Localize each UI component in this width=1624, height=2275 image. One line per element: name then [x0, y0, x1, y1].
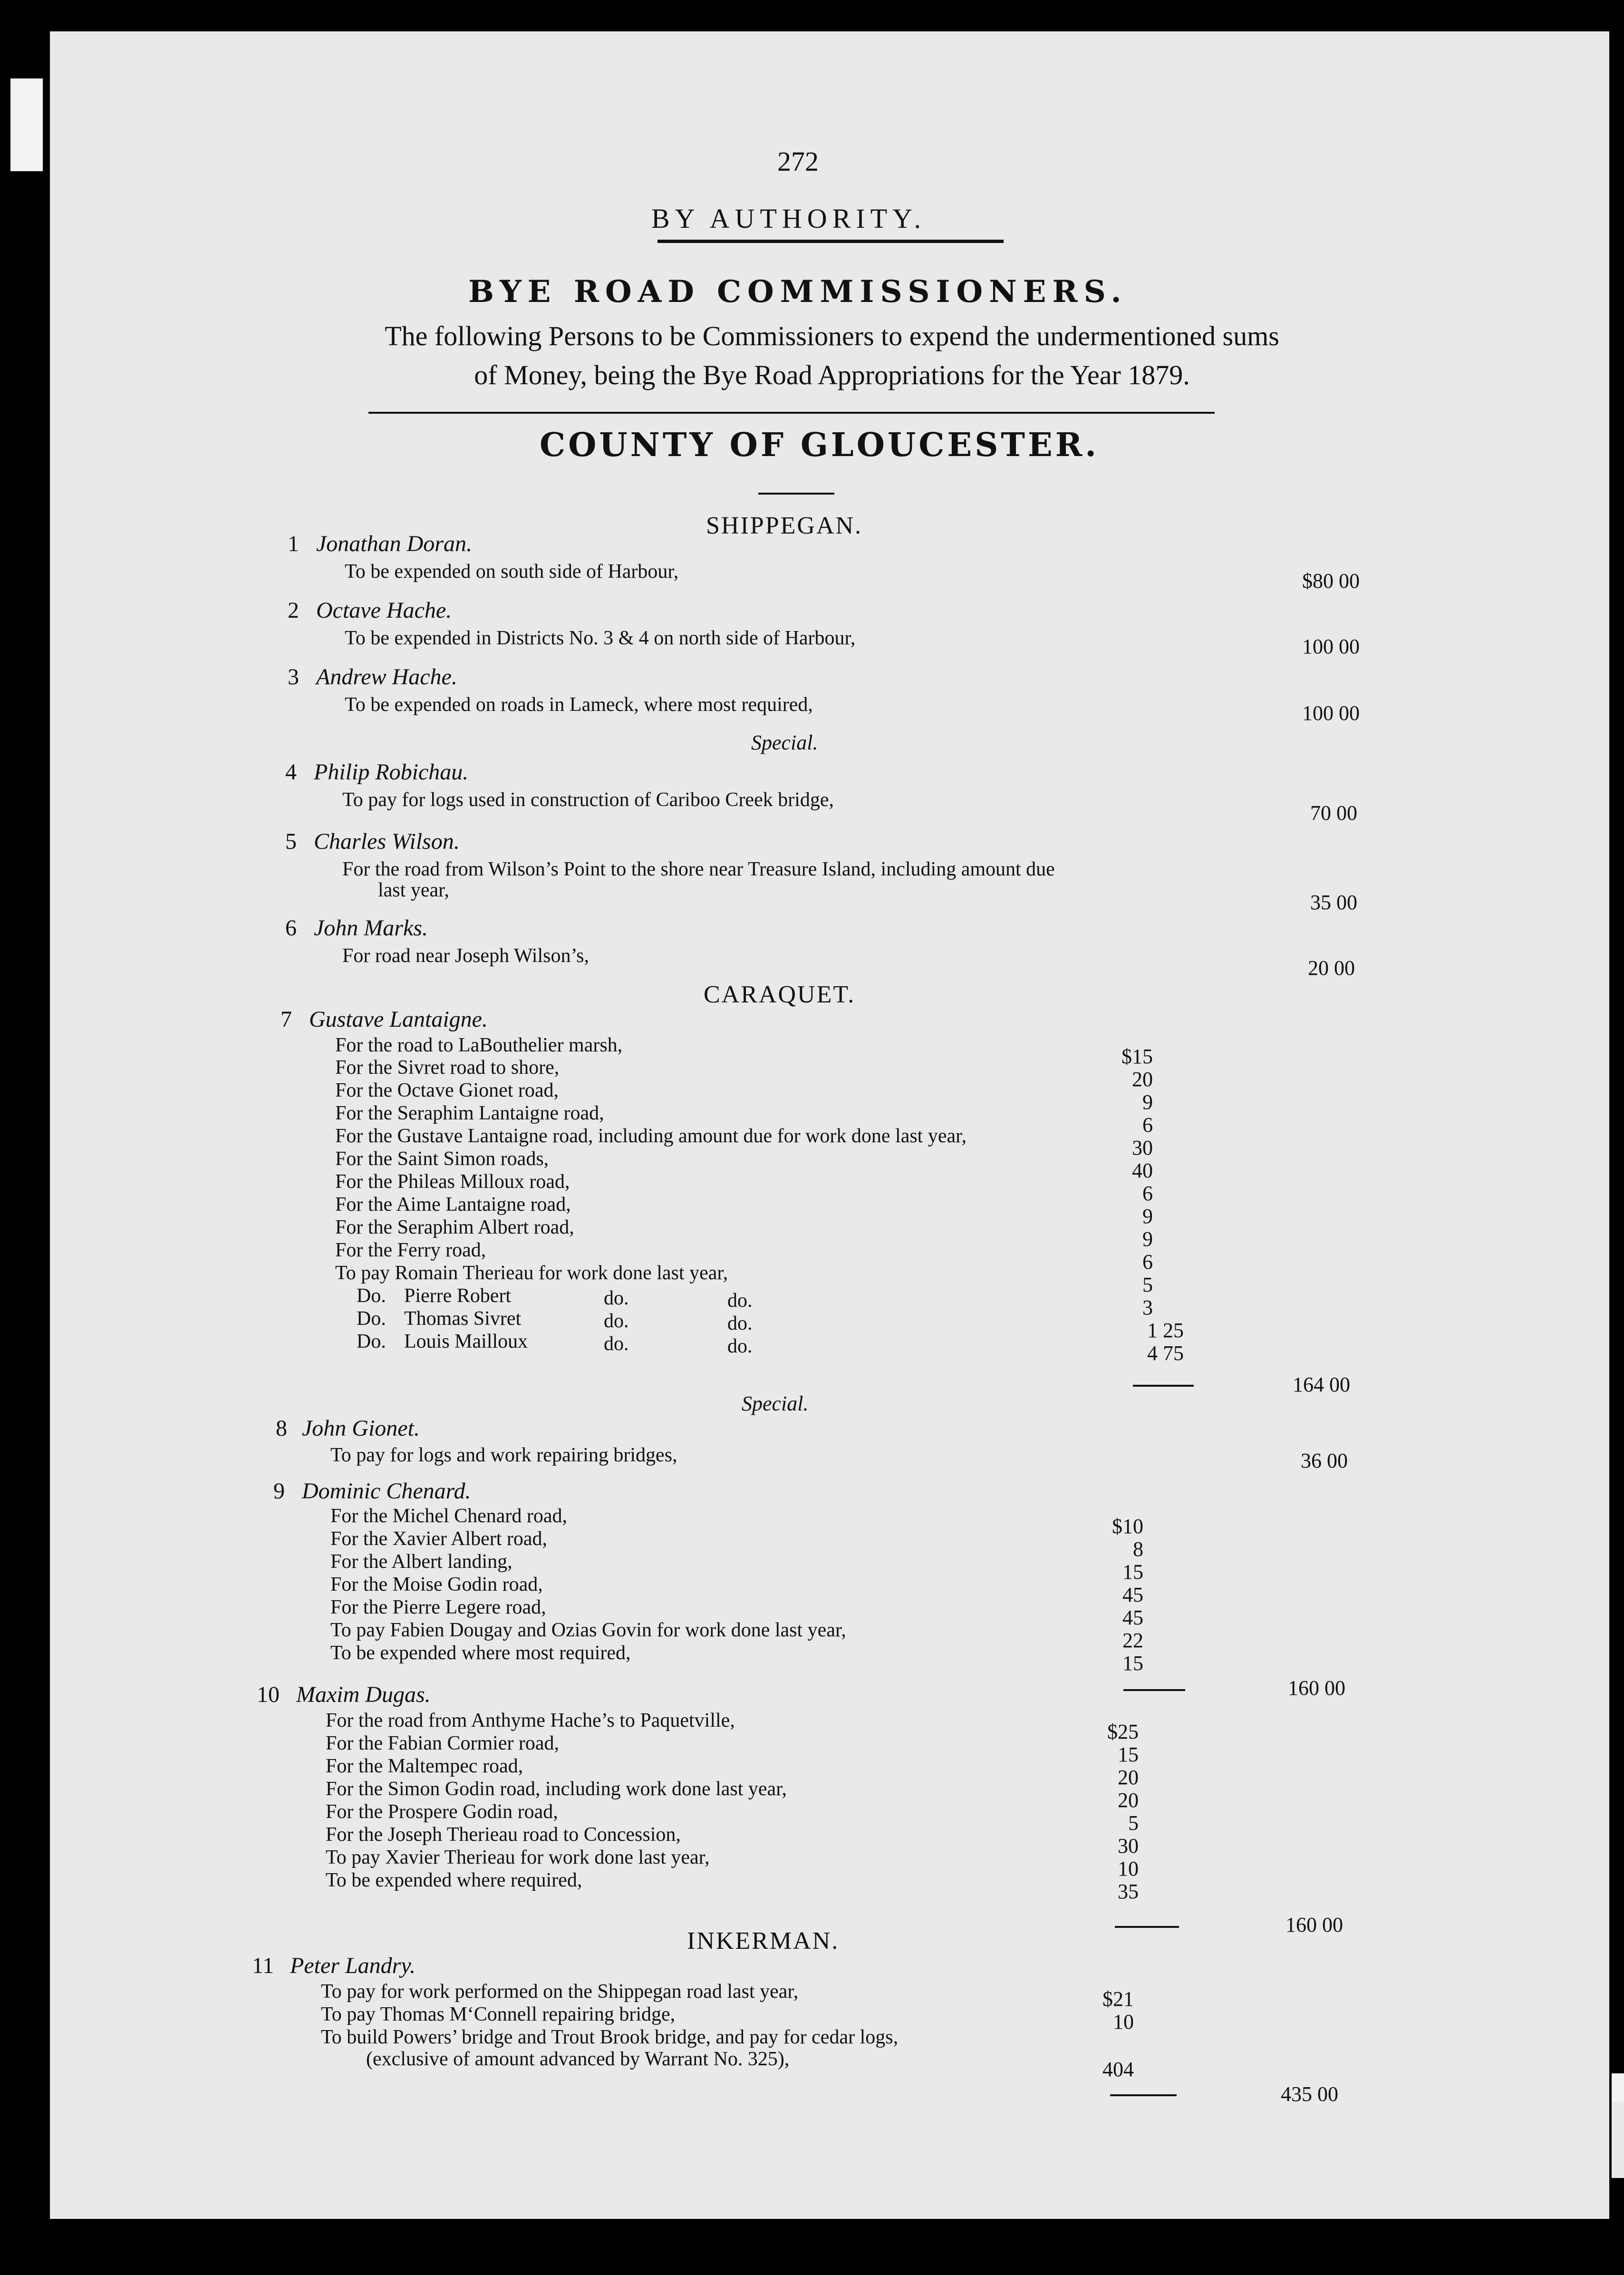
commissioner-name: Peter Landry. — [290, 1953, 416, 1978]
line-item-text: For the Octave Gionet road, — [335, 1079, 559, 1101]
line-item-text: To pay for work performed on the Shippegan road last year, — [321, 1981, 799, 2003]
subtotal-rule — [1110, 2094, 1177, 2096]
entry-number: 1 — [288, 531, 299, 556]
line-item-amount: 5 — [1142, 1273, 1153, 1296]
entry-total: 435 00 — [1281, 2082, 1338, 2106]
entry-amount: 70 00 — [1310, 801, 1357, 825]
line-item-text: For the Pierre Legere road, — [330, 1596, 546, 1618]
line-item-amount: 404 — [1102, 2058, 1134, 2081]
subtotal-rule — [1123, 1689, 1185, 1691]
entry-description: For the road from Wilson’s Point to the shore near Treasure Island, including amount due — [342, 858, 1055, 880]
commissioner-name: Charles Wilson. — [314, 829, 460, 854]
entry-amount: 36 00 — [1301, 1449, 1348, 1472]
ditto-mark: Do. — [357, 1285, 386, 1307]
line-item-text: For the Saint Simon roads, — [335, 1148, 549, 1170]
line-item-amount: 8 — [1133, 1537, 1143, 1561]
line-item-text: For the Maltempec road, — [326, 1755, 523, 1777]
line-item-amount: $21 — [1102, 1987, 1134, 2011]
entry-number: 7 — [280, 1007, 292, 1032]
line-item-amount: 9 — [1142, 1090, 1153, 1114]
commissioner-name: John Gionet. — [302, 1416, 420, 1441]
entry-description: To pay for logs and work repairing bridges, — [330, 1444, 677, 1466]
ditto-mark: do. — [727, 1290, 753, 1312]
line-item-text: For the road from Anthyme Hache’s to Paquetville, — [326, 1710, 735, 1731]
line-item-amount: 9 — [1142, 1205, 1153, 1228]
line-item-text: For the road to LaBouthelier marsh, — [335, 1034, 623, 1056]
ditto-name: Thomas Sivret — [404, 1308, 522, 1330]
entry-amount: $80 00 — [1302, 569, 1360, 593]
entry-number: 4 — [285, 759, 297, 785]
line-item-text: For the Michel Chenard road, — [330, 1505, 568, 1527]
commissioner-name: John Marks. — [314, 915, 428, 941]
line-item-text: For the Fabian Cormier road, — [326, 1732, 560, 1754]
entry-number: 8 — [276, 1416, 287, 1441]
ditto-mark: Do. — [357, 1308, 386, 1330]
entry-description: To be expended in Districts No. 3 & 4 on north side of Harbour, — [345, 627, 856, 649]
divider-rule — [657, 240, 1004, 243]
line-item-amount: $15 — [1121, 1045, 1153, 1068]
line-item-amount: 15 — [1122, 1560, 1143, 1584]
commissioner-name: Philip Robichau. — [314, 759, 469, 785]
line-item-text: To be expended where required, — [326, 1869, 582, 1891]
line-item-amount: 30 — [1118, 1834, 1139, 1857]
special-subheading: Special. — [742, 1392, 809, 1415]
ditto-mark: do. — [604, 1310, 629, 1332]
ditto-name: Louis Mailloux — [404, 1331, 528, 1352]
entry-number: 5 — [285, 829, 297, 854]
intro-line-1: The following Persons to be Commissioners to expend the undermentioned sums — [385, 321, 1279, 351]
page-number: 272 — [777, 146, 819, 177]
subtotal-rule — [1133, 1385, 1194, 1387]
section-heading-caraquet: CARAQUET. — [704, 981, 856, 1008]
ditto-mark: do. — [604, 1287, 629, 1309]
divider-rule — [368, 412, 1215, 414]
entry-amount: 100 00 — [1302, 635, 1360, 658]
line-item-amount: 4 75 — [1147, 1342, 1184, 1365]
line-item-amount: 35 — [1118, 1880, 1139, 1903]
scan-edge-tab — [1612, 2102, 1624, 2178]
ditto-mark: do. — [727, 1312, 753, 1334]
line-item-text: To pay Fabien Dougay and Ozias Govin for work done last year, — [330, 1619, 846, 1641]
entry-total: 160 00 — [1288, 1676, 1345, 1700]
line-item-amount: 15 — [1122, 1652, 1143, 1675]
section-heading-inkerman: INKERMAN. — [687, 1927, 840, 1954]
line-item-text: For the Ferry road, — [335, 1239, 486, 1261]
line-item-amount: 10 — [1113, 2010, 1134, 2033]
line-item-text: For the Sivret road to shore, — [335, 1057, 560, 1079]
line-item-amount: 6 — [1142, 1113, 1153, 1137]
intro-line-2: of Money, being the Bye Road Appropriations for the Year 1879. — [474, 360, 1190, 390]
entry-number: 3 — [288, 664, 299, 690]
commissioner-name: Andrew Hache. — [316, 664, 457, 690]
line-item-amount: 40 — [1132, 1159, 1153, 1182]
authority-heading: BY AUTHORITY. — [651, 203, 927, 234]
entry-amount: 100 00 — [1302, 701, 1360, 725]
line-item-text: For the Seraphim Albert road, — [335, 1216, 574, 1238]
line-item-amount: 10 — [1118, 1857, 1139, 1880]
line-item-text: For the Prospere Godin road, — [326, 1801, 558, 1823]
line-item-amount: 45 — [1122, 1583, 1143, 1606]
line-item-text: To pay Thomas M‘Connell repairing bridge, — [321, 2003, 676, 2025]
commissioner-name: Dominic Chenard. — [302, 1478, 471, 1504]
line-item-amount: 9 — [1142, 1227, 1153, 1251]
line-item-amount: $10 — [1112, 1515, 1143, 1538]
line-item-amount: $25 — [1107, 1720, 1139, 1743]
entry-description-cont: last year, — [378, 879, 449, 901]
entry-amount: 35 00 — [1310, 891, 1357, 914]
entry-description: To be expended on roads in Lameck, where most required, — [345, 694, 813, 716]
document-page — [50, 31, 1609, 2219]
commissioner-name: Octave Hache. — [316, 598, 452, 623]
line-item-amount: 6 — [1142, 1250, 1153, 1274]
commissioner-name: Maxim Dugas. — [296, 1682, 431, 1707]
line-item-text: For the Phileas Milloux road, — [335, 1171, 570, 1193]
line-item-text: For the Joseph Therieau road to Concession, — [326, 1824, 681, 1846]
subtotal-rule — [1115, 1926, 1179, 1928]
entry-number: 6 — [285, 915, 297, 941]
line-item-amount: 3 — [1142, 1296, 1153, 1319]
special-subheading: Special. — [751, 731, 818, 754]
line-item-amount: 5 — [1128, 1811, 1139, 1835]
commissioner-name: Gustave Lantaigne. — [309, 1007, 488, 1032]
line-item-text: To pay Xavier Therieau for work done last year, — [326, 1847, 710, 1868]
entry-description: For road near Joseph Wilson’s, — [342, 945, 589, 967]
line-item-text: For the Xavier Albert road, — [330, 1528, 548, 1550]
line-item-amount: 20 — [1118, 1766, 1139, 1789]
line-item-amount: 1 25 — [1147, 1319, 1184, 1342]
line-item-amount: 22 — [1122, 1629, 1143, 1652]
entry-amount: 20 00 — [1308, 956, 1355, 980]
county-heading: COUNTY OF GLOUCESTER. — [540, 426, 1099, 464]
commissioner-name: Jonathan Doran. — [316, 531, 472, 556]
line-item-amount: 45 — [1122, 1606, 1143, 1629]
section-heading-shippegan: SHIPPEGAN. — [706, 512, 863, 539]
line-item-text: For the Moise Godin road, — [330, 1574, 543, 1595]
line-item-text: For the Gustave Lantaigne road, including amount due for work done last year, — [335, 1125, 967, 1147]
line-item-amount: 15 — [1118, 1743, 1139, 1766]
line-item-text: To be expended where most required, — [330, 1642, 631, 1664]
ditto-name: Pierre Robert — [404, 1285, 512, 1307]
entry-description: To be expended on south side of Harbour, — [345, 561, 679, 583]
ditto-mark: do. — [727, 1335, 753, 1357]
line-item-text: (exclusive of amount advanced by Warrant No. 325), — [366, 2048, 790, 2070]
entry-number: 11 — [252, 1953, 274, 1978]
entry-description: To pay for logs used in construction of Cariboo Creek bridge, — [342, 789, 834, 811]
line-item-text: For the Aime Lantaigne road, — [335, 1194, 571, 1215]
scan-edge-tab — [10, 78, 43, 171]
line-item-amount: 30 — [1132, 1136, 1153, 1159]
entry-number: 10 — [257, 1682, 280, 1707]
line-item-text: To pay Romain Therieau for work done last year, — [335, 1262, 728, 1284]
entry-number: 9 — [273, 1478, 285, 1504]
line-item-amount: 20 — [1118, 1789, 1139, 1812]
document-title: BYE ROAD COMMISSIONERS. — [468, 274, 1128, 310]
divider-rule — [758, 493, 834, 495]
ditto-mark: do. — [604, 1333, 629, 1355]
line-item-amount: 20 — [1132, 1068, 1153, 1091]
line-item-text: For the Albert landing, — [330, 1551, 512, 1573]
line-item-text: For the Simon Godin road, including work done last year, — [326, 1778, 787, 1800]
ditto-mark: Do. — [357, 1331, 386, 1352]
line-item-text: To build Powers’ bridge and Trout Brook bridge, and pay for cedar logs, — [321, 2026, 899, 2048]
entry-total: 164 00 — [1293, 1373, 1350, 1396]
entry-number: 2 — [288, 598, 299, 623]
entry-total: 160 00 — [1286, 1913, 1343, 1936]
line-item-text: For the Seraphim Lantaigne road, — [335, 1102, 604, 1124]
line-item-amount: 6 — [1142, 1182, 1153, 1205]
